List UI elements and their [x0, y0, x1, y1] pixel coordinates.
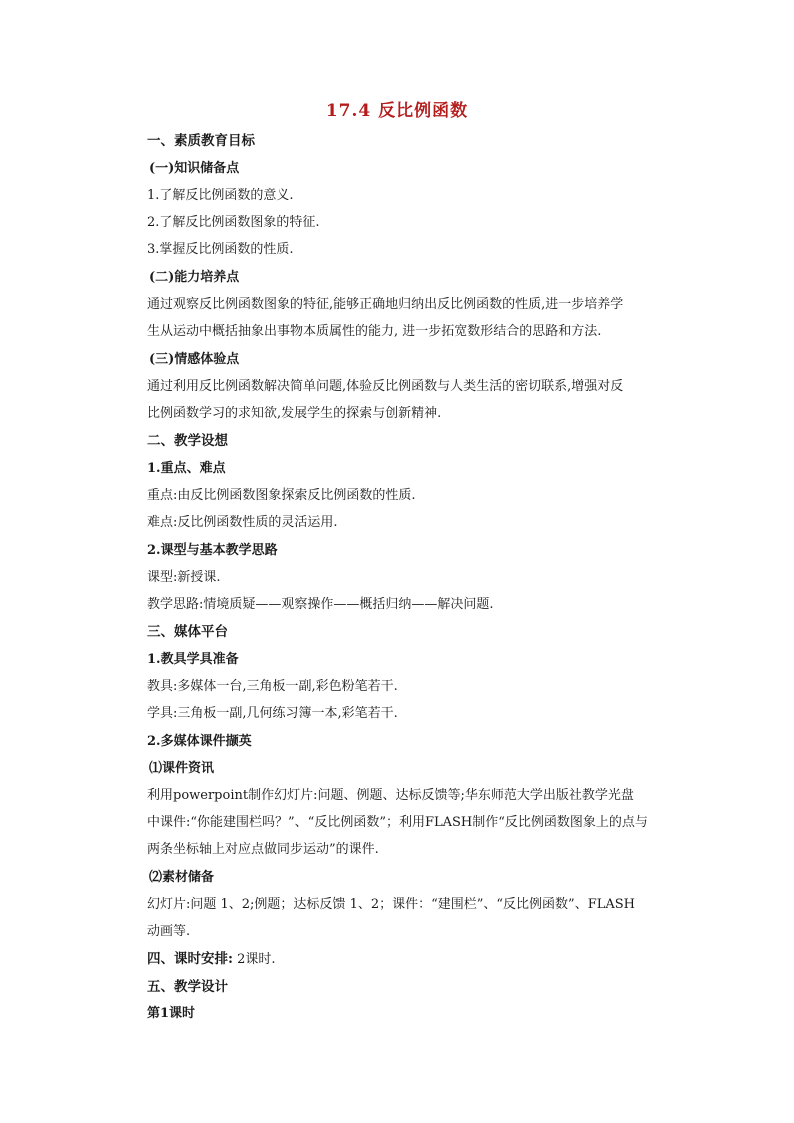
ability-paragraph-line1: 通过观察反比例函数图象的特征,能够正确地归纳出反比例函数的性质,进一步培养学	[147, 297, 624, 312]
subheading-tools: 1.教具学具准备	[147, 652, 239, 667]
subheading-key-points: 1.重点、难点	[147, 461, 226, 476]
lesson-type-text: 课型:新授课.	[147, 570, 221, 585]
section-heading-media: 三、媒体平台	[147, 624, 228, 640]
page-title: 17.4 反比例函数	[325, 101, 469, 121]
emotion-paragraph-line1: 通过利用反比例函数解决简单问题,体验反比例函数与人类生活的密切联系,增强对反	[147, 379, 624, 394]
knowledge-item-2: 2.了解反比例函数图象的特征.	[147, 215, 320, 230]
section-heading-goals: 一、素质教育目标	[147, 133, 255, 149]
materials-line1: 幻灯片:问题 1、2;例题；达标反馈 1、2；课件：“建围栏”、“反比例函数”、FLASH	[147, 897, 635, 912]
subheading-materials: ⑵素材储备	[149, 870, 215, 885]
section-heading-design: 五、教学设计	[147, 979, 228, 995]
courseware-line3: 两条坐标轴上对应点做同步运动”的课件.	[147, 842, 379, 857]
difficulty-text: 难点:反比例函数性质的灵活运用.	[147, 515, 338, 530]
section-heading-teaching-plan: 二、教学设想	[147, 433, 228, 449]
subheading-emotion: (三)情感体验点	[149, 352, 240, 367]
subheading-ability: (二)能力培养点	[149, 270, 240, 285]
subheading-courseware: ⑴课件资讯	[149, 761, 215, 776]
subheading-multimedia: 2.多媒体课件撷英	[147, 734, 252, 749]
section-heading-schedule: 四、课时安排:	[147, 951, 233, 967]
ability-paragraph-line2: 生从运动中概括抽象出事物本质属性的能力, 进一步拓宽数形结合的思路和方法.	[147, 324, 602, 339]
emotion-paragraph-line2: 比例函数学习的求知欲,发展学生的探索与创新精神.	[147, 406, 442, 421]
schedule-line	[147, 950, 687, 969]
schedule-value: 2课时.	[232, 952, 276, 967]
knowledge-item-1: 1.了解反比例函数的意义.	[147, 188, 294, 203]
focus-text: 重点:由反比例函数图象探索反比例函数的性质.	[147, 488, 416, 503]
student-tools-text: 学具:三角板一副,几何练习簿一本,彩笔若干.	[147, 706, 398, 721]
teacher-tools-text: 教具:多媒体一台,三角板一副,彩色粉笔若干.	[147, 679, 398, 694]
courseware-line2: 中课件:“你能建围栏吗？”、“反比例函数”；利用FLASH制作“反比例函数图象上的点与	[147, 815, 648, 830]
teaching-approach-text: 教学思路:情境质疑——观察操作——概括归纳——解决问题.	[147, 597, 494, 612]
courseware-line1: 利用powerpoint制作幻灯片:问题、例题、达标反馈等;华东师范大学出版社教学光盘	[147, 788, 634, 803]
subheading-lesson-type: 2.课型与基本教学思路	[147, 543, 278, 558]
knowledge-item-3: 3.掌握反比例函数的性质.	[147, 242, 294, 257]
materials-line2: 动画等.	[147, 924, 191, 939]
lesson-1-heading: 第1课时	[147, 1006, 196, 1021]
subheading-knowledge: (一)知识储备点	[149, 161, 240, 176]
